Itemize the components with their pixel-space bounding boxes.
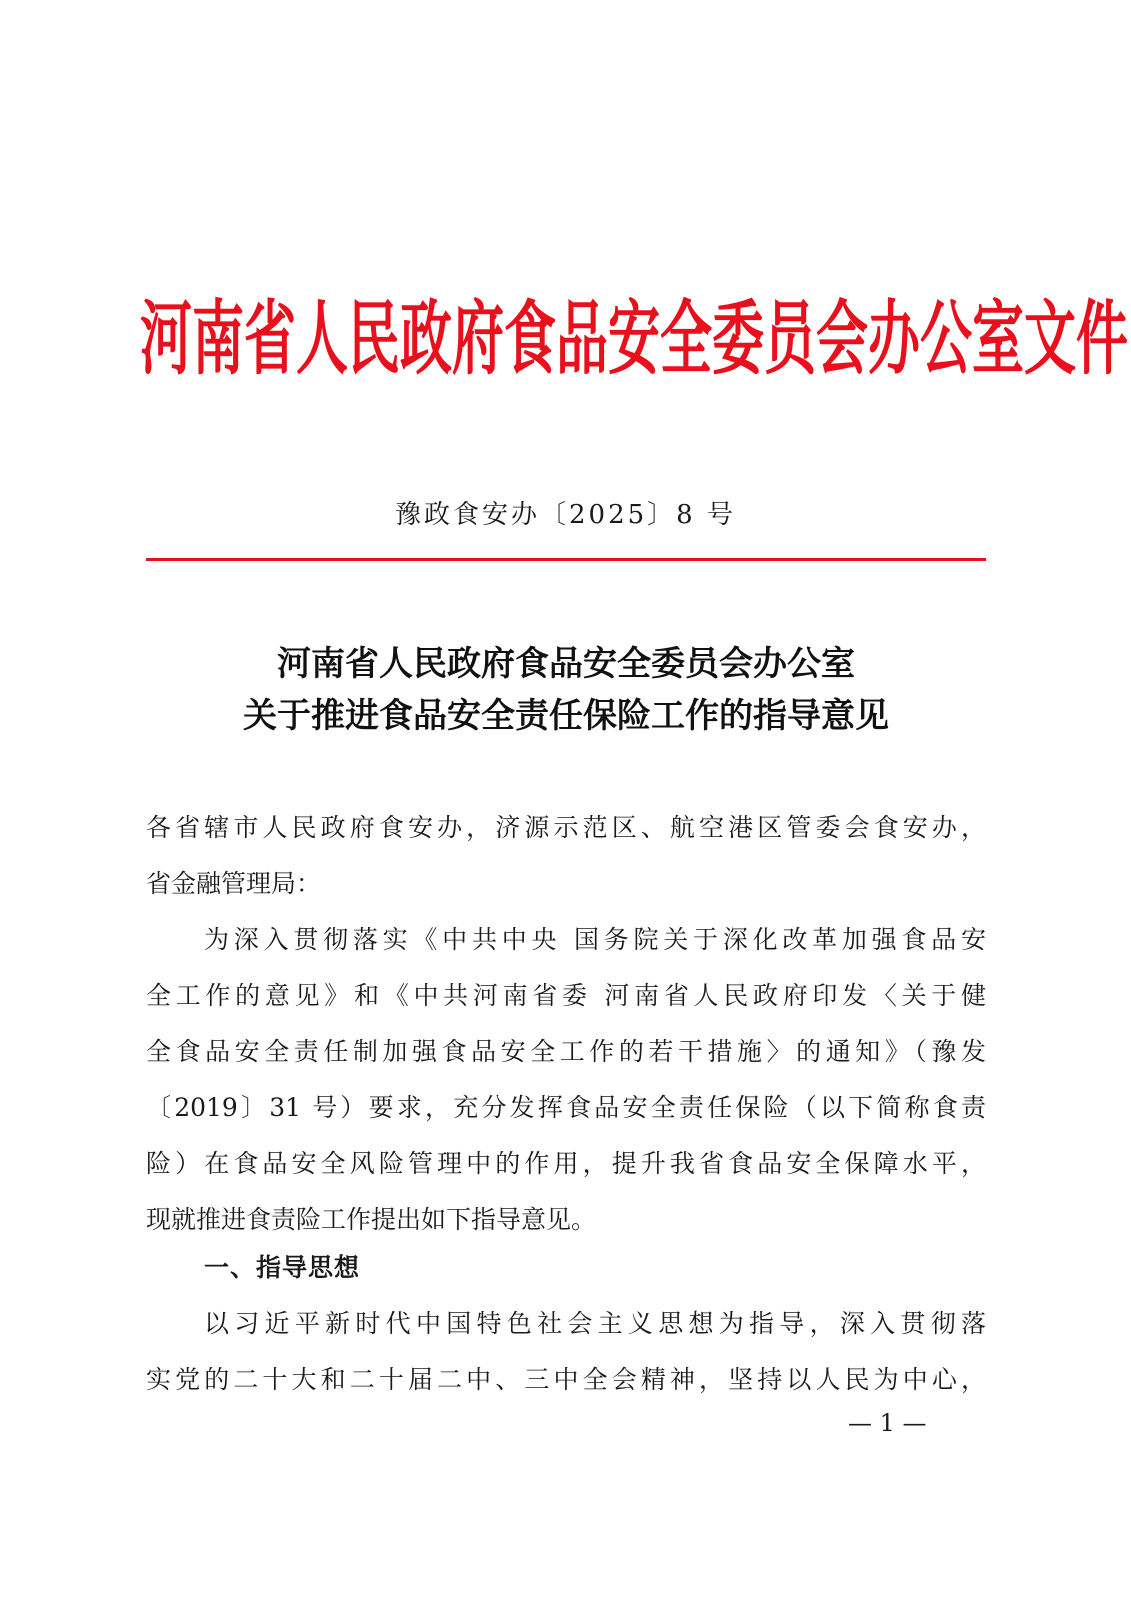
paragraph-line: 险）在食品安全风险管理中的作用，提升我省食品安全保障水平， — [146, 1149, 986, 1178]
paragraph-preamble — [146, 912, 986, 1248]
red-separator-line — [146, 558, 986, 561]
document-title-line-1: 河南省人民政府食品安全委员会办公室 — [277, 644, 855, 684]
paragraph-guiding-thought — [146, 1296, 986, 1408]
paragraph-line: 现就推进食责险工作提出如下指导意见。 — [146, 1205, 597, 1234]
section-heading: 一、指导思想 — [204, 1253, 361, 1282]
salutation-line: 各省辖市人民政府食安办，济源示范区、航空港区管委会食安办， — [146, 813, 986, 842]
paragraph-line: 〔2019〕31 号）要求，充分发挥食品安全责任保险（以下简称食责 — [146, 1093, 986, 1122]
paragraph-line: 为深入贯彻落实《中共中央 国务院关于深化改革加强食品安 — [204, 925, 986, 954]
document-number: 豫政食安办〔2025〕8 号 — [395, 500, 736, 530]
issuer-banner: 河南省人民政府食品安全委员会办公室文件 — [140, 293, 1129, 387]
paragraph-line: 全食品安全责任制加强食品安全工作的若干措施〉的通知》（豫发 — [146, 1037, 986, 1066]
document-title-line-2: 关于推进食品安全责任保险工作的指导意见 — [243, 696, 889, 736]
paragraph-line: 以习近平新时代中国特色社会主义思想为指导，深入贯彻落 — [204, 1309, 986, 1338]
page-number: — 1 — — [848, 1409, 927, 1437]
salutation-line: 省金融管理局： — [146, 869, 322, 898]
paragraph-line: 全工作的意见》和《中共河南省委 河南省人民政府印发〈关于健 — [146, 981, 986, 1010]
paragraph-line: 实党的二十大和二十届二中、三中全会精神，坚持以人民为中心， — [146, 1365, 986, 1394]
salutation — [146, 800, 986, 912]
